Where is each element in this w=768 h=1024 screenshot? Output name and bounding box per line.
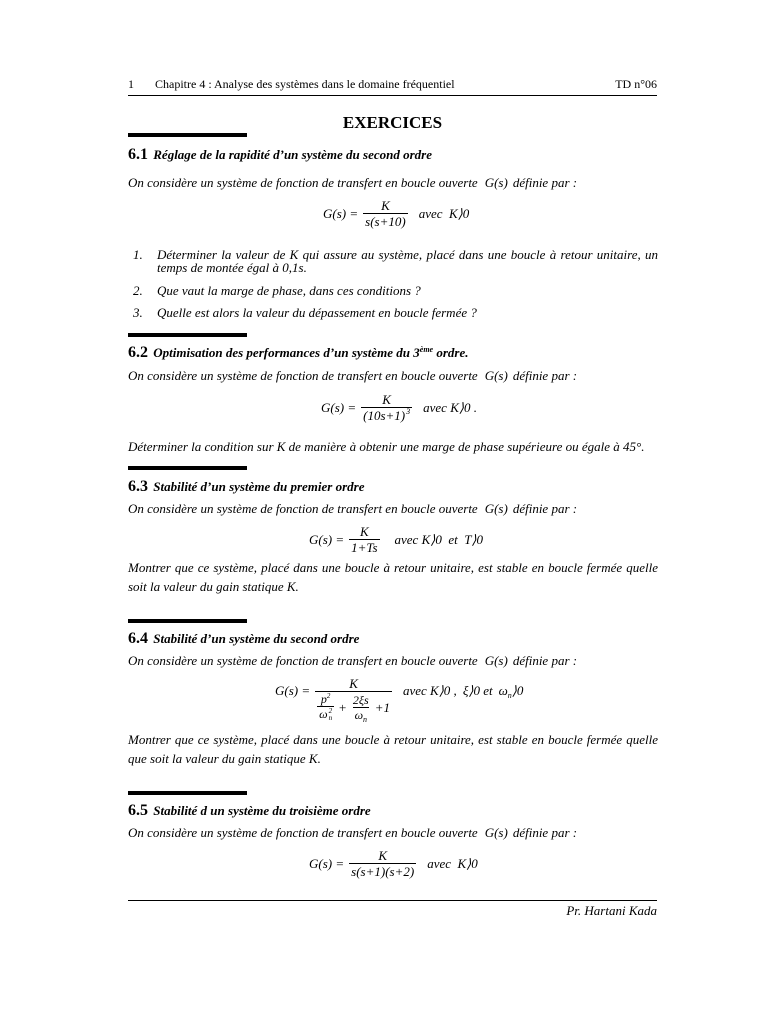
question-number: 2. [133, 283, 143, 298]
plus-one-term: +1 [374, 699, 390, 715]
fraction [363, 199, 408, 229]
formula-condition: avec K⟩0 et T⟩0 [394, 532, 484, 547]
exercise-title: Réglage de la rapidité d’un système du second ordre [153, 147, 433, 162]
denominator-base: (10s+1) [363, 408, 406, 423]
fraction [361, 393, 412, 423]
header-rule [128, 95, 657, 96]
footer-rule [128, 900, 657, 901]
fraction [349, 849, 416, 879]
exercise-task-line: soit la valeur du gain statique K. [128, 579, 299, 594]
exercise-title: Stabilité d’un système du second ordre [153, 631, 360, 646]
section-divider [128, 619, 247, 623]
fraction-denominator [361, 407, 412, 423]
denominator-term-fraction [317, 693, 334, 722]
term-numerator [319, 693, 333, 706]
term-denominator [317, 706, 334, 722]
omega-exponent: 2 [328, 707, 333, 716]
intro-tail: définie par : [512, 175, 578, 190]
exercise-heading [128, 630, 359, 648]
condition-gain: avec K⟩0 , [403, 683, 457, 698]
section-divider [128, 333, 247, 337]
plus-operator: + [338, 699, 347, 715]
page-number: 1 [128, 77, 134, 91]
condition-omega-symbol: ω [498, 683, 508, 698]
intro-tail: définie par : [512, 501, 578, 516]
exercise-heading [128, 344, 468, 362]
formula-lhs: G(s) = [323, 206, 359, 221]
fraction-denominator: s(s+10) [365, 214, 406, 229]
exercise-number: 6.1 [128, 146, 148, 163]
condition-damping: ξ⟩0 et [462, 683, 493, 698]
question-line: temps de montée égal à 0,1s. [157, 260, 307, 275]
intro-text: On considère un système de fonction de transfert en boucle ouverte [128, 368, 478, 383]
exercise-title: Stabilité d un système du troisième ordre [153, 803, 371, 818]
exercise-intro [128, 175, 577, 191]
question-line: Quelle est alors la valeur du dépassement en boucle fermée ? [157, 305, 477, 320]
exercise-title: Stabilité d’un système du premier ordre [153, 479, 365, 494]
page-title: EXERCICES [342, 113, 443, 132]
section-divider [128, 466, 247, 470]
fraction-denominator [315, 691, 392, 722]
term-numerator-exponent: 2 [326, 692, 331, 700]
intro-text: On considère un système de fonction de transfert en boucle ouverte [128, 175, 478, 190]
condition-omega-subscript: n [507, 691, 512, 700]
formula-condition: avec K⟩0 . [423, 400, 477, 415]
term-numerator-base: p [320, 692, 327, 706]
question-item [128, 248, 658, 274]
intro-math: G(s) [484, 501, 508, 516]
exercise-intro [128, 368, 577, 384]
fraction-denominator: 1+Ts [351, 540, 378, 555]
td-label: TD n°06 [615, 77, 657, 91]
intro-math: G(s) [484, 368, 508, 383]
section-divider [128, 133, 247, 137]
transfer-function [309, 525, 483, 555]
exercise-intro [128, 653, 577, 669]
formula-lhs: G(s) = [275, 683, 311, 698]
transfer-function [309, 849, 478, 879]
question-line: Déterminer la valeur de K qui assure au système, placé dans une boucle à retour unitaire, un [157, 247, 658, 262]
fraction-numerator: K [349, 676, 358, 691]
formula-condition [403, 683, 523, 699]
ordinal-superscript: ème [419, 345, 434, 354]
exercise-number: 6.4 [128, 630, 148, 647]
omega-subscript: n [363, 714, 368, 724]
omega-subscript: n [328, 714, 333, 723]
transfer-function [275, 677, 523, 722]
exercise-number: 6.2 [128, 344, 148, 361]
exercise-number: 6.5 [128, 802, 148, 819]
exercise-heading [128, 802, 371, 820]
question-number: 3. [133, 305, 143, 320]
intro-text: On considère un système de fonction de transfert en boucle ouverte [128, 501, 478, 516]
exercise-task: Déterminer la condition sur K de manière à obtenir une marge de phase supérieure ou égale à 45°. [128, 439, 645, 454]
omega-supsub [329, 708, 333, 722]
omega-symbol: ω [354, 707, 364, 722]
fraction-numerator: K [378, 848, 387, 863]
denominator-term-fraction [351, 694, 371, 722]
exercise-task-line: Montrer que ce système, placé dans une boucle à retour unitaire, est stable en boucle fermée quelle [128, 732, 658, 747]
intro-math: G(s) [484, 653, 508, 668]
intro-math: G(s) [484, 825, 508, 840]
exercise-heading [128, 478, 365, 496]
intro-math: G(s) [484, 175, 508, 190]
formula-lhs: G(s) = [309, 532, 345, 547]
exercise-heading [128, 146, 432, 164]
formula-condition: avec K⟩0 [418, 206, 470, 221]
chapter-title: Chapitre 4 : Analyse des systèmes dans le domaine fréquentiel [155, 77, 455, 91]
exercise-task-line: Montrer que ce système, placé dans une boucle à retour unitaire, est stable en boucle fermée quelle [128, 560, 658, 575]
formula-lhs: G(s) = [309, 856, 345, 871]
fraction-denominator: s(s+1)(s+2) [351, 864, 415, 879]
omega-symbol: ω [319, 707, 328, 721]
exercise-intro [128, 825, 577, 841]
exercise-title [153, 345, 468, 360]
term-denominator [353, 707, 369, 722]
question-item [128, 284, 658, 297]
fraction-numerator: K [381, 198, 390, 213]
intro-text: On considère un système de fonction de transfert en boucle ouverte [128, 653, 478, 668]
exercise-number: 6.3 [128, 478, 148, 495]
section-divider [128, 791, 247, 795]
term-numerator: 2ξs [352, 692, 369, 707]
exercise-title-main: Optimisation des performances d’un système du 3 [153, 345, 420, 360]
fraction [349, 525, 379, 555]
formula-condition: avec K⟩0 [427, 856, 478, 871]
intro-tail: définie par : [512, 825, 578, 840]
condition-omega-rest: ⟩0 [511, 683, 524, 698]
fraction-numerator: K [382, 392, 391, 407]
question-item [128, 306, 658, 319]
question-line: Que vaut la marge de phase, dans ces conditions ? [157, 283, 421, 298]
intro-text: On considère un système de fonction de transfert en boucle ouverte [128, 825, 478, 840]
exercise-intro [128, 501, 577, 517]
fraction [315, 677, 392, 722]
question-number: 1. [133, 247, 143, 262]
exercise-title-end: ordre. [433, 345, 469, 360]
footer-author: Pr. Hartani Kada [566, 903, 657, 918]
intro-tail: définie par : [512, 653, 578, 668]
transfer-function [323, 199, 469, 229]
formula-lhs: G(s) = [321, 400, 357, 415]
exercise-task-line: que soit la valeur du gain statique K. [128, 751, 321, 766]
denominator-exponent: 3 [406, 407, 411, 416]
transfer-function [321, 393, 477, 423]
intro-tail: définie par : [512, 368, 578, 383]
fraction-numerator: K [359, 524, 369, 539]
